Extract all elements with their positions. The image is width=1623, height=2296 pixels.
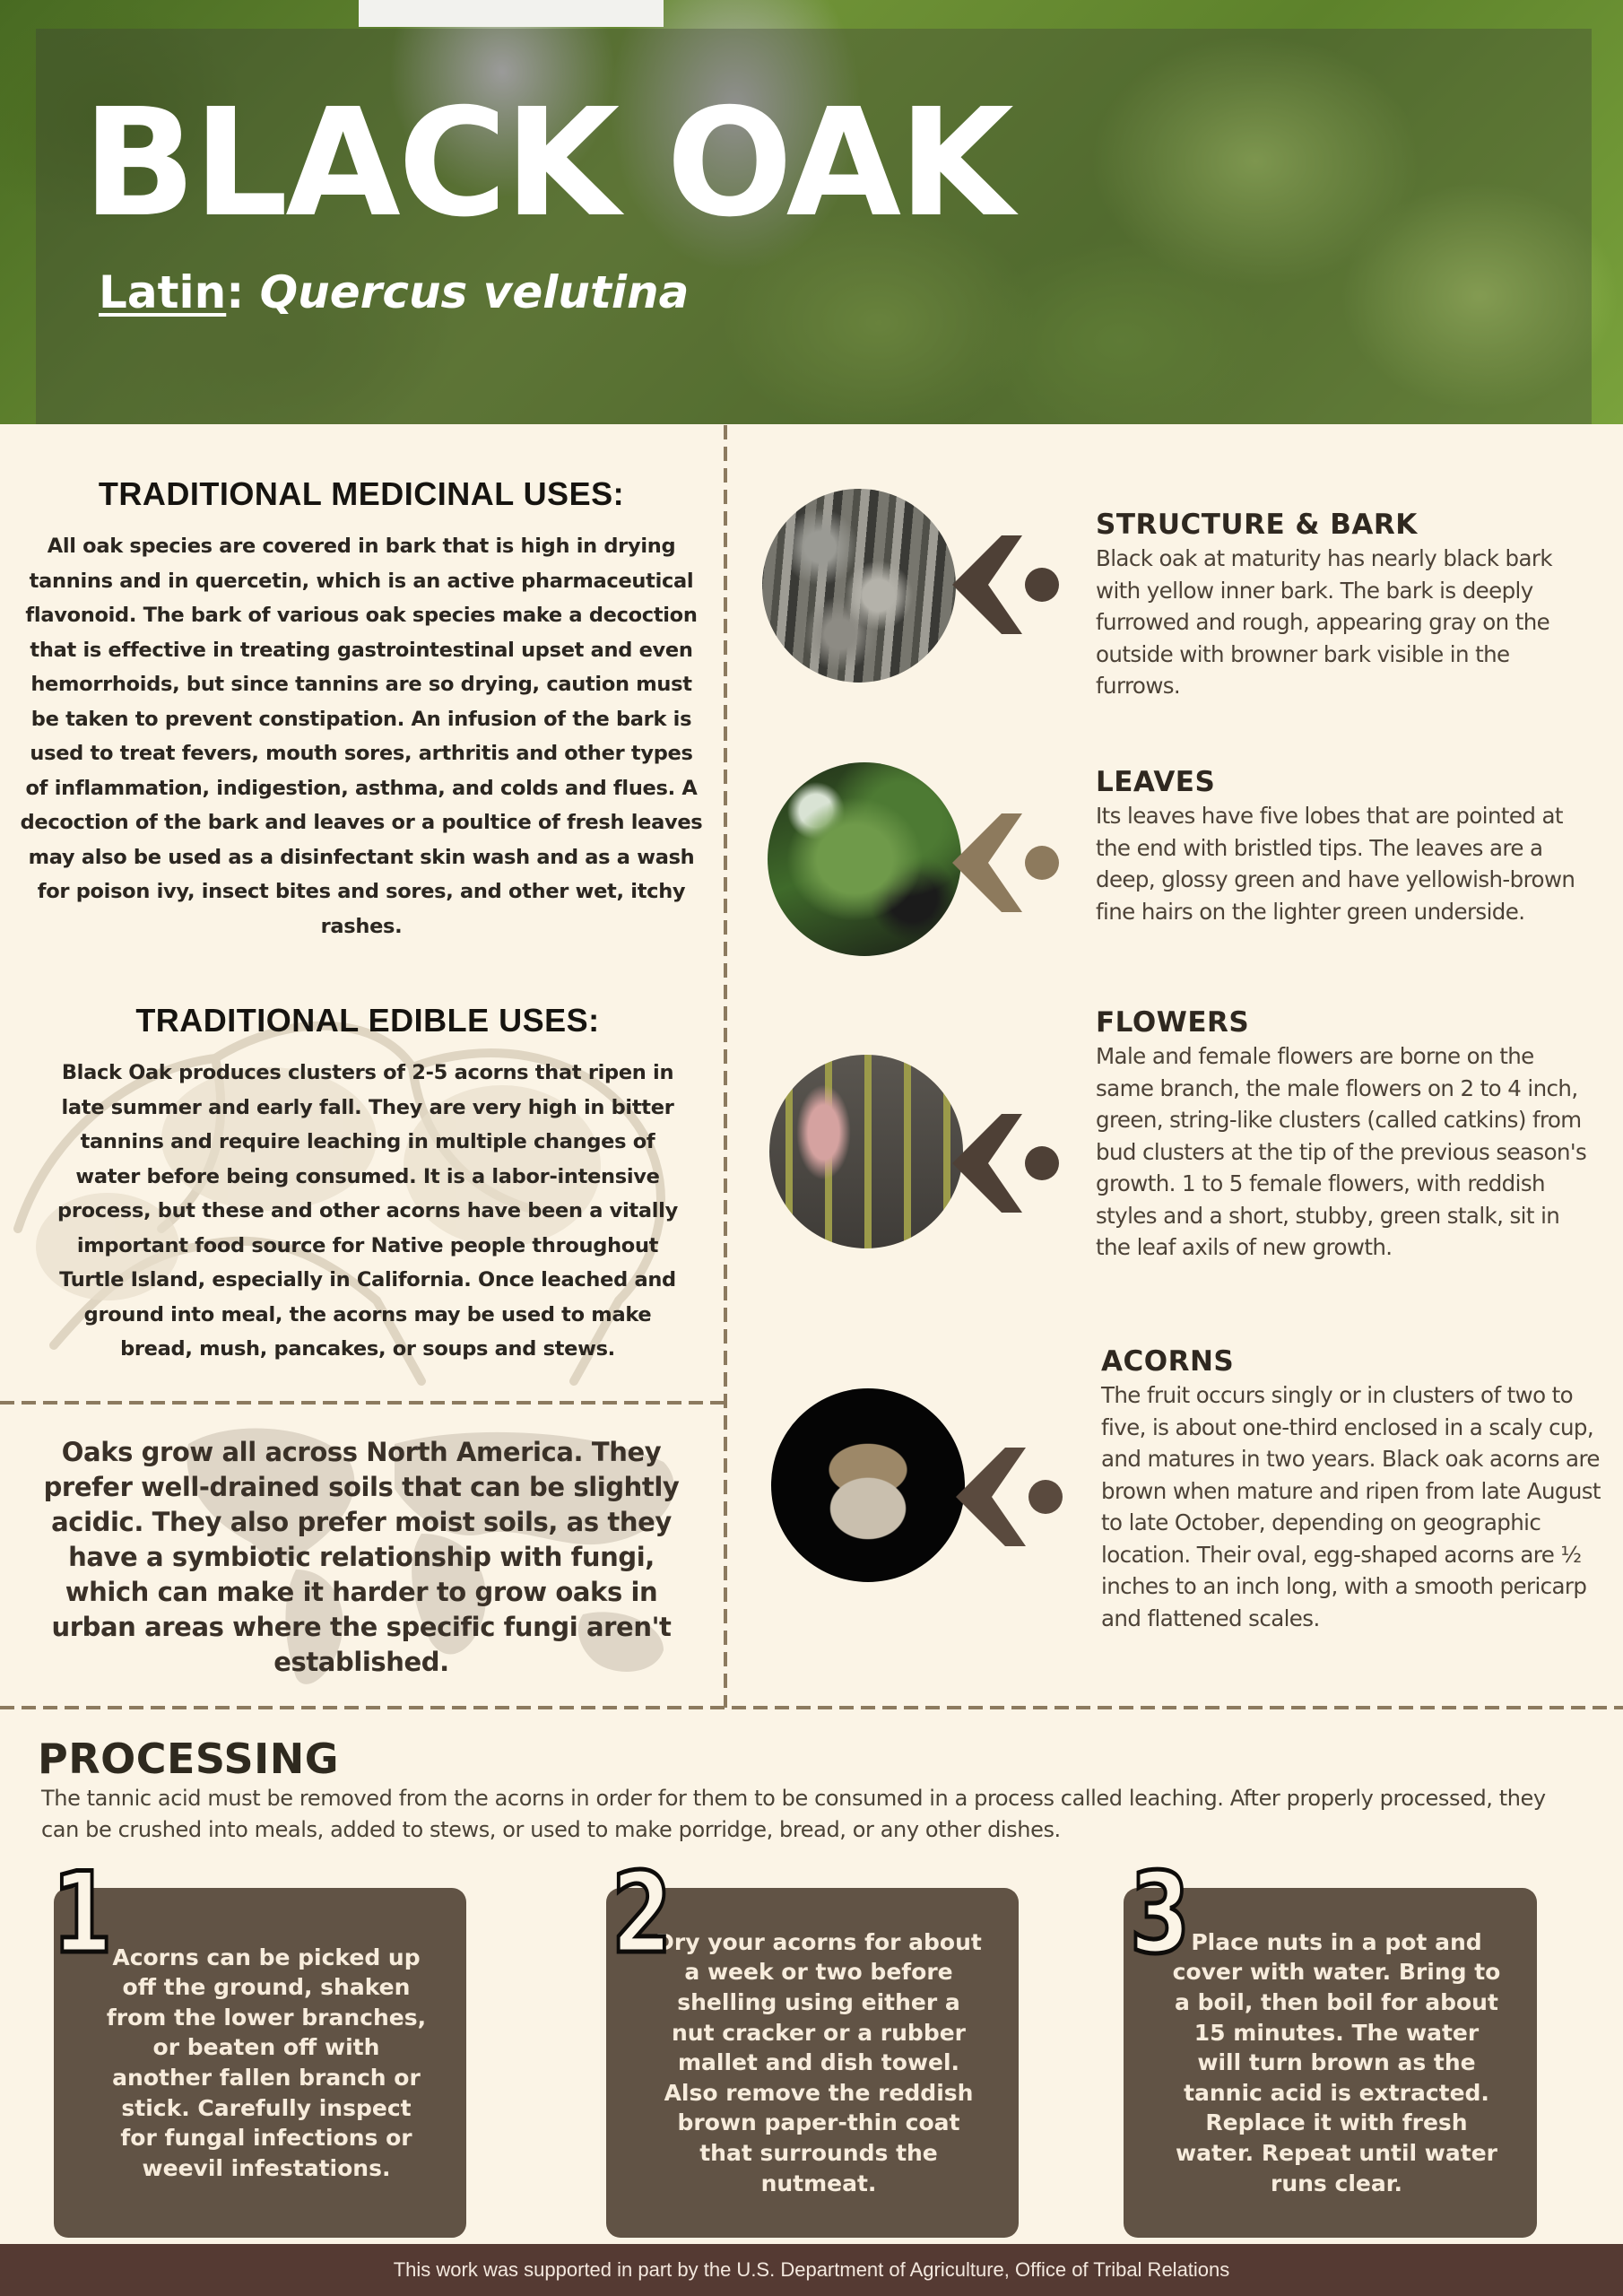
feature-acorns	[762, 1336, 1614, 1695]
edible-uses-body: Black Oak produces clusters of 2-5 acorns that ripen in late summer and early fall. They are very high in bitter tannins and require leaching in multiple changes of water before being consumed. It is a labor-intensive process, but these and other acorns have been a vitally important food source for Native people throughout Turtle Island, especially in California. Once leached and ground into meal, the acorns may be used to make bread, mush, pancakes, or soups and stews.	[57, 1061, 678, 1361]
latin-label: Latin	[99, 266, 227, 318]
step-number-1: 1	[52, 1849, 113, 1979]
column-divider	[724, 425, 727, 1708]
feature-body: Male and female flowers are borne on the same branch, the male flowers on 2 to 4 inch, green, string-like clusters (called catkins) from bud clusters at the tip of the previous season's growth. 1 to 5 female flowers, with reddish styles and a short, stubby, green stalk, sit in the leaf axils of new growth.	[1096, 1043, 1587, 1260]
processing-step-card	[54, 1888, 466, 2238]
feature-text	[1096, 1006, 1598, 1264]
step-number-3: 3	[1130, 1849, 1191, 1979]
leaves-photo	[768, 762, 961, 956]
step-number-2: 2	[612, 1849, 673, 1979]
left-section-divider	[0, 1401, 726, 1405]
bark-photo	[762, 489, 956, 683]
habitat-text: Oaks grow all across North America. They prefer well-drained soils that can be slightly acidic. They also prefer moist soils, as they have a symbiotic relationship with fungi, which can make it harder to grow oaks in urban areas where the specific fungi aren't established.	[43, 1437, 680, 1677]
medicinal-uses-body: All oak species are covered in bark that is high in drying tannins and in quercetin, which is an active pharmaceutical flavonoid. The bark of various oak species make a decoction that is effective in treating gastrointestinal upset and even hemorrhoids, but since tannins are so drying, caution must be taken to prevent constipation. An infusion of the bark is used to treat fevers, mouth sores, arthritis and other types of inflammation, indigestion, asthma, and colds and flues. A decoction of the bark and leaves or a poultice of fresh leaves may also be used as a disinfectant skin wash and as a wash for poison ivy, insect bites and sores, and other wet, itchy rashes.	[20, 535, 703, 938]
page-title: BLACK OAK	[82, 77, 1011, 250]
hero-banner	[0, 0, 1623, 424]
feature-structure-bark	[762, 489, 1614, 699]
arrow-chevron	[952, 813, 1022, 912]
medicinal-uses-heading: TRADITIONAL MEDICINAL USES:	[98, 475, 625, 512]
feature-leaves	[762, 762, 1614, 969]
pointer-arrow-icon	[956, 1448, 1063, 1546]
pointer-arrow-icon	[952, 813, 1060, 912]
medicinal-uses-section	[16, 475, 707, 944]
arrow-chevron	[952, 1114, 1022, 1213]
arrow-chevron	[952, 535, 1022, 634]
arrow-dot	[1025, 1146, 1059, 1180]
feature-text	[1096, 509, 1598, 702]
processing-intro: The tannic acid must be removed from the acorns in order for them to be consumed in a process called leaching. After properly processed, they can be crushed into meals, added to stews, or used to make porridge, bread, or any other dishes.	[41, 1786, 1546, 1842]
step-text: Acorns can be picked up off the ground, shaken from the lower branches, or beaten off with another fallen branch or stick. Carefully inspect for fungal infections or weevil infestations.	[106, 1944, 427, 2181]
latin-separator: :	[226, 266, 260, 318]
acorn-photo	[771, 1388, 965, 1582]
step-text: Dry your acorns for about a week or two before shelling using either a nut cracker or a rubber mallet and dish towel. Also remove the reddish brown paper-thin coat that surrounds the nutmeat.	[655, 1928, 982, 2196]
pointer-arrow-icon	[952, 1114, 1060, 1213]
pointer-arrow-icon	[952, 535, 1060, 634]
latin-species-name: Quercus velutina	[259, 266, 690, 318]
feature-text	[1101, 1345, 1603, 1634]
step-text: Place nuts in a pot and cover with water. Bring to a boil, then boil for about 15 minutes. The water will turn brown as the tannic acid is extracted. Replace it with fresh water. Repeat until water runs clear.	[1172, 1928, 1501, 2196]
edible-uses-heading: TRADITIONAL EDIBLE USES:	[135, 1002, 600, 1039]
arrow-chevron	[956, 1448, 1026, 1546]
hero-sky-patch	[359, 0, 664, 27]
flowers-photo	[769, 1055, 963, 1248]
arrow-dot	[1028, 1480, 1063, 1514]
footer	[0, 2244, 1623, 2296]
latin-name-line	[99, 265, 689, 319]
feature-title: ACORNS	[1101, 1345, 1235, 1378]
feature-text	[1096, 766, 1598, 927]
edible-uses-section	[54, 1002, 681, 1367]
feature-flowers	[762, 1004, 1614, 1309]
feature-title: LEAVES	[1096, 766, 1216, 798]
feature-title: STRUCTURE & BARK	[1096, 509, 1418, 541]
processing-divider	[0, 1706, 1623, 1709]
footer-credit: This work was supported in part by the U.S. Department of Agriculture, Office of Tribal Relations	[393, 2258, 1230, 2281]
feature-title: FLOWERS	[1096, 1006, 1250, 1039]
feature-body: The fruit occurs singly or in clusters of two to five, is about one-third enclosed in a scaly cup, and matures in two years. Black oak acorns are brown when mature and ripen from late August to late October, depending on geographic location. Their oval, egg-shaped acorns are ½ inches to an inch long, with a smooth pericarp and flattened scales.	[1101, 1382, 1601, 1631]
feature-body: Its leaves have five lobes that are pointed at the end with bristled tips. The leaves are a deep, glossy green and have yellowish-brown fine hairs on the lighter green underside.	[1096, 803, 1575, 925]
feature-body: Black oak at maturity has nearly black bark with yellow inner bark. The bark is deeply furrowed and rough, appearing gray on the outside with browner bark visible in the furrows.	[1096, 545, 1552, 699]
arrow-dot	[1025, 846, 1059, 880]
processing-heading: PROCESSING	[38, 1735, 339, 1783]
arrow-dot	[1025, 568, 1059, 602]
